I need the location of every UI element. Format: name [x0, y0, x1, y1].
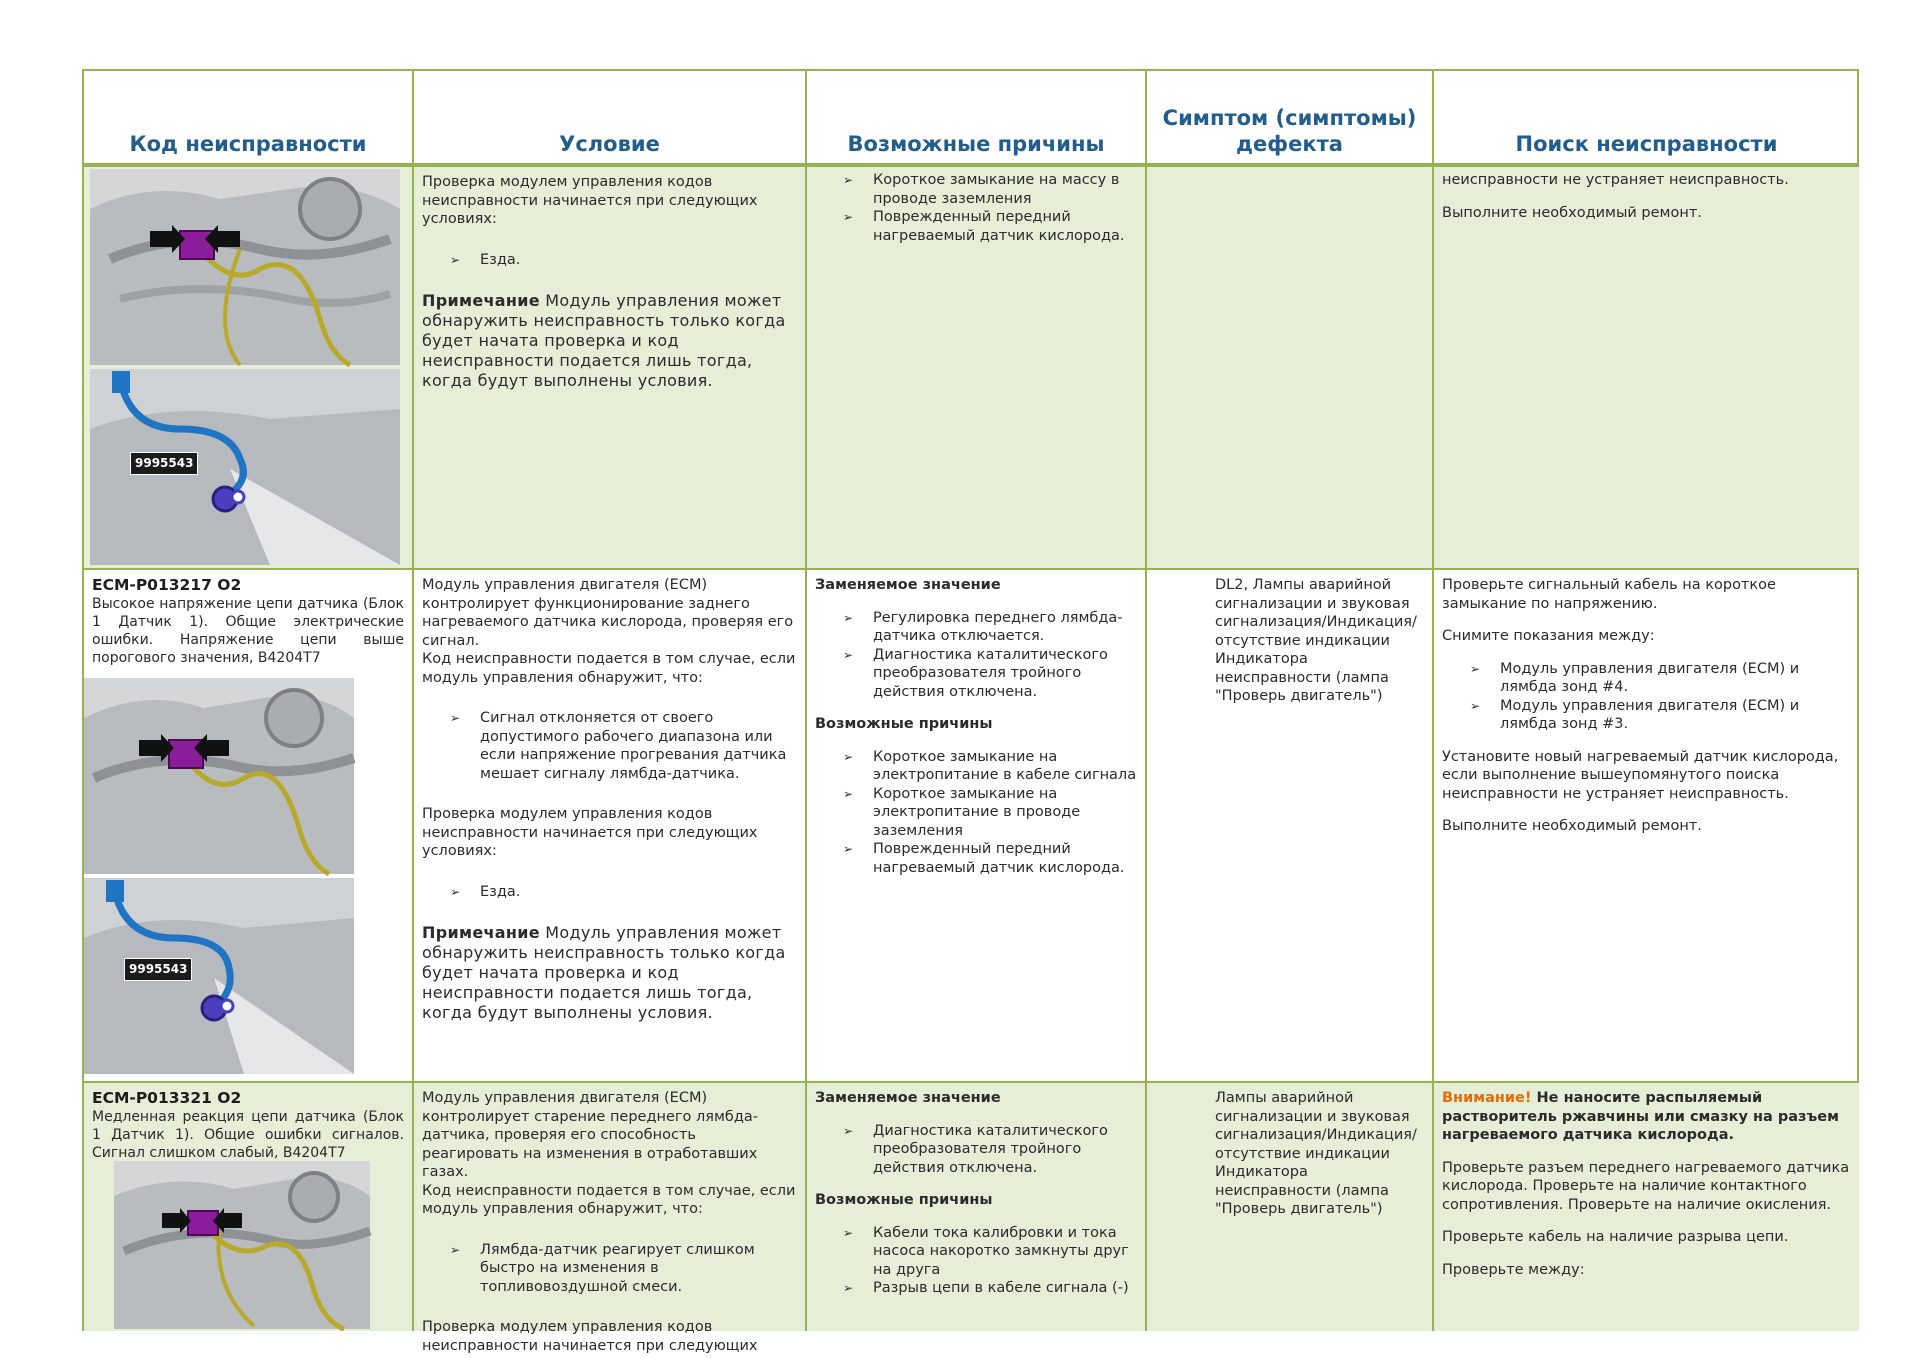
condition-text: Код неисправности подается в том случае, если модуль управления обнаружит, что:	[422, 651, 796, 686]
condition-text: Модуль управления двигателя (ECM) контролирует функционирование заднего нагреваемого датчика кислорода, проверяя его сигнал.	[422, 577, 794, 649]
fault-code-table	[82, 69, 1859, 1354]
header-fault-code: Код неисправности	[84, 71, 414, 163]
replace-title: Заменяемое значение	[815, 1090, 1001, 1106]
row2-troubleshooting	[1434, 568, 1859, 1081]
row1-symptom	[1147, 165, 1434, 568]
part-number-tag: 9995543	[130, 452, 198, 475]
row2-code-cell	[84, 568, 414, 1081]
condition-text: Проверка модулем управления кодов неисправности начинается при следующих условиях:	[422, 806, 758, 859]
replace-title: Заменяемое значение	[815, 577, 1001, 593]
cause-item: ➢ Поврежденный передний нагреваемый датчик кислорода.	[815, 840, 1137, 877]
row3-condition	[414, 1081, 807, 1354]
causes-title: Возможные причины	[815, 716, 993, 732]
troubleshoot-text: Выполните необходимый ремонт.	[1442, 204, 1702, 221]
note-text: Примечание Модуль управления может обнаружить неисправность только когда будет начата проверка и код неисправности подается лишь тогда, когда будут выполнены условия.	[422, 923, 786, 1022]
troubleshoot-item: ➢ Модуль управления двигателя (ECM) и лямбда зонд #3.	[1442, 697, 1851, 734]
engine-connector-illustration	[114, 1161, 370, 1329]
row3-troubleshooting	[1434, 1081, 1859, 1331]
condition-item: ➢ Езда.	[422, 883, 797, 902]
troubleshoot-text: Проверьте сигнальный кабель на короткое замыкание по напряжению.	[1442, 577, 1776, 612]
symptom-text: Лампы аварийной сигнализации и звуковая сигнализация/Индикация/отсутствие индикации Индикатора неисправности (лампа "Проверь двигатель")	[1215, 1090, 1417, 1217]
row3-symptom	[1147, 1081, 1434, 1331]
causes-title: Возможные причины	[815, 1192, 993, 1208]
row1-condition	[414, 165, 807, 568]
header-condition: Условие	[414, 71, 807, 163]
row2-symptom	[1147, 568, 1434, 1081]
header-possible-causes: Возможные причины	[807, 71, 1147, 163]
row2-condition	[414, 568, 807, 1081]
troubleshoot-text: Проверьте разъем переднего нагреваемого датчика кислорода. Проверьте на наличие контактного сопротивления. Проверьте на наличие окисления.	[1442, 1159, 1850, 1213]
cause-item: ➢ Короткое замыкание на электропитание в проводе заземления	[815, 785, 1137, 841]
note-text: Примечание Модуль управления может обнаружить неисправность только когда будет начата проверка и код неисправности подается лишь тогда, когда будут выполнены условия.	[422, 291, 786, 390]
row1-troubleshooting	[1434, 165, 1859, 568]
part-number-tag: 9995543	[124, 958, 192, 981]
row1-images	[84, 165, 414, 568]
condition-text: Проверка модулем управления кодов неисправности начинается при следующих	[422, 1319, 758, 1354]
replace-item: ➢ Диагностика каталитического преобразователя тройного действия отключена.	[815, 646, 1137, 702]
row1-causes	[807, 165, 1147, 568]
replace-item: ➢ Регулировка переднего лямбда-датчика отключается.	[815, 609, 1137, 646]
condition-text: Проверка модулем управления кодов неисправности начинается при следующих условиях:	[422, 174, 758, 227]
warning-text: Внимание! Не наносите распыляемый растворитель ржавчины или смазку на разъем нагреваемого датчика кислорода.	[1442, 1090, 1839, 1143]
cause-item: ➢ Короткое замыкание на электропитание в кабеле сигнала	[815, 748, 1137, 785]
header-symptom: Симптом (симптомы) дефекта	[1147, 71, 1434, 163]
symptom-text: DL2, Лампы аварийной сигнализации и звуковая сигнализация/Индикация/отсутствие индикации Индикатора неисправности (лампа "Проверь двигатель")	[1215, 577, 1417, 704]
condition-text: Модуль управления двигателя (ECM) контролирует старение переднего лямбда-датчика, проверяя его способность реагировать на изменения в отработавших газах.	[422, 1090, 759, 1180]
fault-code: ECM-P013217 O2	[92, 576, 242, 594]
fault-code: ECM-P013321 O2	[92, 1089, 242, 1107]
condition-item: ➢ Езда.	[422, 251, 797, 270]
troubleshoot-text: Снимите показания между:	[1442, 628, 1655, 644]
cause-item: ➢ Поврежденный передний нагреваемый датчик кислорода.	[815, 208, 1137, 245]
row3-code-cell	[84, 1081, 414, 1331]
troubleshoot-item: ➢ Модуль управления двигателя (ECM) и лямбда зонд #4.	[1442, 660, 1851, 697]
troubleshoot-text: Проверьте кабель на наличие разрыва цепи.	[1442, 1229, 1789, 1245]
engine-connector-illustration	[84, 678, 354, 874]
troubleshoot-text: неисправности не устраняет неисправность.	[1442, 172, 1789, 188]
replace-item: ➢ Диагностика каталитического преобразователя тройного действия отключена.	[815, 1122, 1137, 1178]
row2-causes	[807, 568, 1147, 1081]
fault-description: Высокое напряжение цепи датчика (Блок 1 Датчик 1). Общие электрические ошибки. Напряжение цепи выше порогового значения, B4204T7	[92, 595, 404, 666]
cause-item: ➢ Короткое замыкание на массу в проводе заземления	[815, 171, 1137, 208]
cause-item: ➢ Разрыв цепи в кабеле сигнала (-)	[815, 1279, 1137, 1298]
troubleshoot-text: Проверьте между:	[1442, 1261, 1585, 1278]
row3-causes	[807, 1081, 1147, 1331]
fault-description: Медленная реакция цепи датчика (Блок 1 Датчик 1). Общие ошибки сигналов. Сигнал слишком слабый, B4204T7	[92, 1108, 404, 1161]
header-troubleshooting: Поиск неисправности	[1515, 132, 1778, 156]
troubleshoot-text: Установите новый нагреваемый датчик кислорода, если выполнение вышеупомянутого поиска неисправности не устраняет неисправность.	[1442, 748, 1839, 802]
engine-connector-illustration	[90, 169, 400, 365]
cause-item: ➢ Кабели тока калибровки и тока насоса накоротко замкнуты друг на друга	[815, 1224, 1137, 1280]
condition-text: Код неисправности подается в том случае, если модуль управления обнаружит, что:	[422, 1182, 796, 1217]
troubleshoot-text: Выполните необходимый ремонт.	[1442, 818, 1702, 834]
condition-item: ➢ Сигнал отклоняется от своего допустимого рабочего диапазона или если напряжение прогревания датчика мешает сигналу лямбда-датчика.	[422, 709, 797, 783]
condition-item: ➢ Лямбда-датчик реагирует слишком быстро на изменения в топливовоздушной смеси.	[422, 1241, 797, 1297]
